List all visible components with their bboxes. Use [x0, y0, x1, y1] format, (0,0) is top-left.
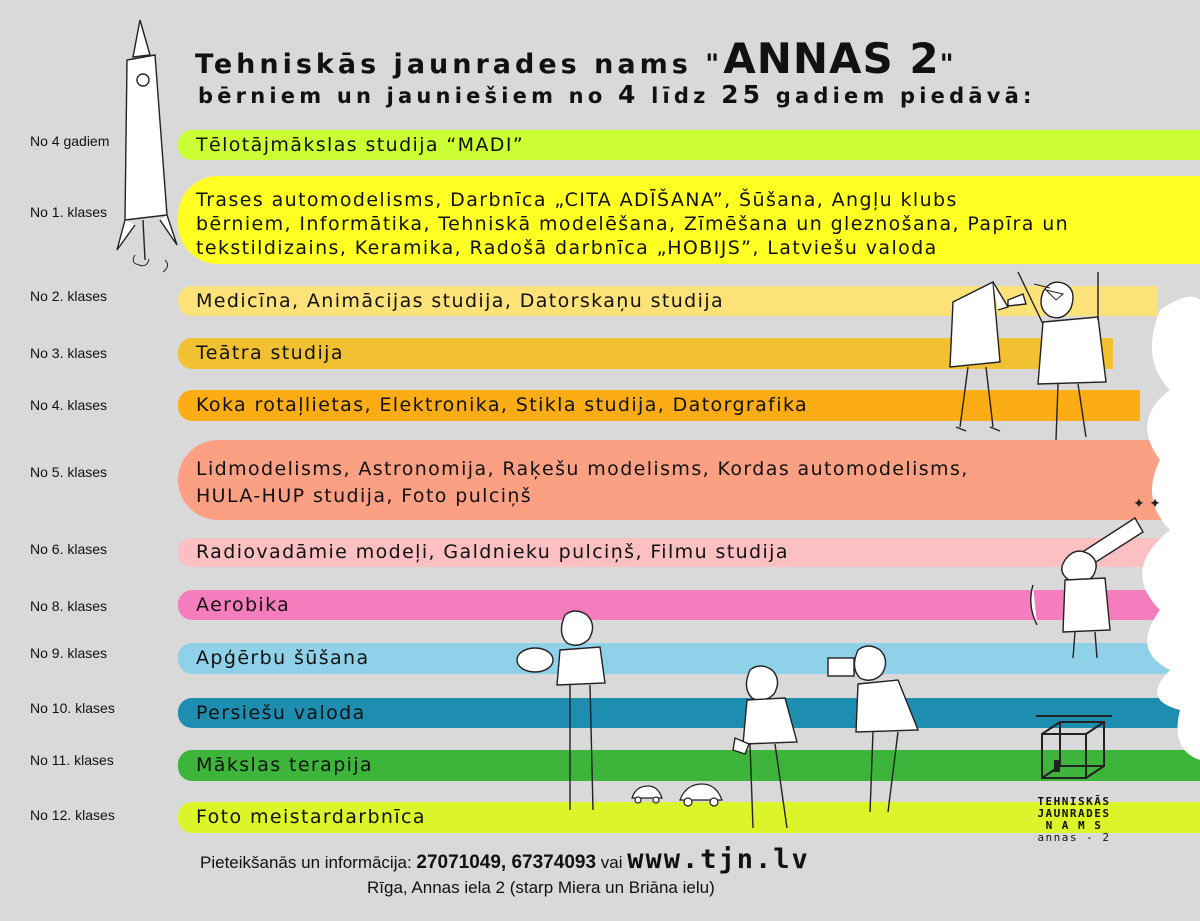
- page-subtitle: [198, 80, 1036, 109]
- age-label: No 12. klases: [30, 807, 115, 823]
- age-label: No 4. klases: [30, 397, 108, 413]
- logo-line: JAUNRADES: [1037, 807, 1111, 820]
- subtitle-age-min: 4: [617, 80, 640, 109]
- age-label: No 5. klases: [30, 464, 108, 480]
- contact-line: [200, 844, 810, 875]
- age-label: No 4 gadiem: [30, 133, 110, 149]
- telescope-figure-doodle: [1025, 490, 1175, 660]
- program-text: Foto meistardarbnīca: [196, 806, 426, 828]
- subtitle-part: gadiem piedāvā:: [764, 84, 1036, 108]
- program-text: bērniem, Informātika, Tehniskā modelēšana, Zīmēšana un gleznošana, Papīra un: [196, 213, 1070, 235]
- program-text: Lidmodelisms, Astronomija, Raķešu modelisms, Kordas automodelisms,: [196, 458, 969, 480]
- program-text: Aerobika: [196, 593, 291, 616]
- program-text: HULA-HUP studija, Foto pulciņš: [196, 485, 533, 507]
- figures-doodle-top: [938, 262, 1108, 442]
- program-text: Teātra studija: [196, 342, 344, 364]
- svg-text:✦ ✦: ✦ ✦: [1133, 496, 1161, 512]
- age-label: No 3. klases: [30, 345, 108, 361]
- subtitle-age-max: 25: [721, 80, 765, 109]
- toy-cars-doodle: [628, 780, 728, 810]
- age-label: No 10. klases: [30, 700, 115, 716]
- program-text: Trases automodelisms, Darbnīca „CITA ADĪŠANA”, Šūšana, Angļu klubs: [196, 189, 958, 211]
- age-label: No 1. klases: [30, 204, 108, 220]
- logo-line: annas - 2: [1037, 831, 1111, 844]
- address: Rīga, Annas iela 2 (starp Miera un Briāna ielu): [367, 878, 715, 897]
- program-bar: [178, 130, 1200, 160]
- program-text: Apģērbu šūšana: [196, 647, 370, 669]
- logo-line: TEHNISKĀS: [1037, 795, 1111, 808]
- age-label: No 11. klases: [30, 752, 114, 768]
- program-text: Medicīna, Animācijas studija, Datorskaņu studija: [196, 289, 725, 312]
- logo-line: N A M S: [1045, 819, 1103, 832]
- program-text: Persiešu valoda: [196, 701, 366, 724]
- contact-or: vai: [596, 853, 628, 872]
- program-text: Tēlotājmākslas studija “MADI”: [196, 133, 525, 156]
- subtitle-part: līdz: [639, 84, 722, 108]
- program-text: Koka rotaļlietas, Elektronika, Stikla studija, Datorgrafika: [196, 394, 809, 416]
- program-text: Mākslas terapija: [196, 754, 374, 776]
- painter-figure-doodle: [515, 605, 625, 815]
- subtitle-part: bērniem un jauniešiem no: [198, 84, 618, 108]
- kneeling-figure-doodle: [725, 660, 815, 830]
- title-highlight: ANNAS 2: [723, 34, 940, 83]
- program-bar: [178, 176, 1200, 264]
- program-text: tekstildizains, Keramika, Radošā darbnīca „HOBIJS”, Latviešu valoda: [196, 237, 938, 259]
- page-title: [195, 34, 958, 83]
- program-text: Radiovadāmie modeļi, Galdnieku pulciņš, Filmu studija: [196, 541, 789, 563]
- logo-text: [1026, 796, 1122, 844]
- camera-figure-doodle: [818, 640, 928, 815]
- website-link[interactable]: www.tjn.lv: [627, 844, 810, 875]
- contact-label: Pieteikšanās un informācija:: [200, 853, 417, 872]
- age-label: No 2. klases: [30, 288, 108, 304]
- title-quote: ": [939, 49, 958, 80]
- contact-phones: 27071049, 67374093: [416, 852, 597, 873]
- age-label: No 9. klases: [30, 645, 108, 661]
- title-text: Tehniskās jaunrades nams ": [195, 49, 724, 80]
- age-label: No 8. klases: [30, 598, 108, 614]
- rocket-doodle: [105, 15, 195, 275]
- age-label: No 6. klases: [30, 541, 108, 557]
- logo-cube-icon: [1034, 712, 1114, 792]
